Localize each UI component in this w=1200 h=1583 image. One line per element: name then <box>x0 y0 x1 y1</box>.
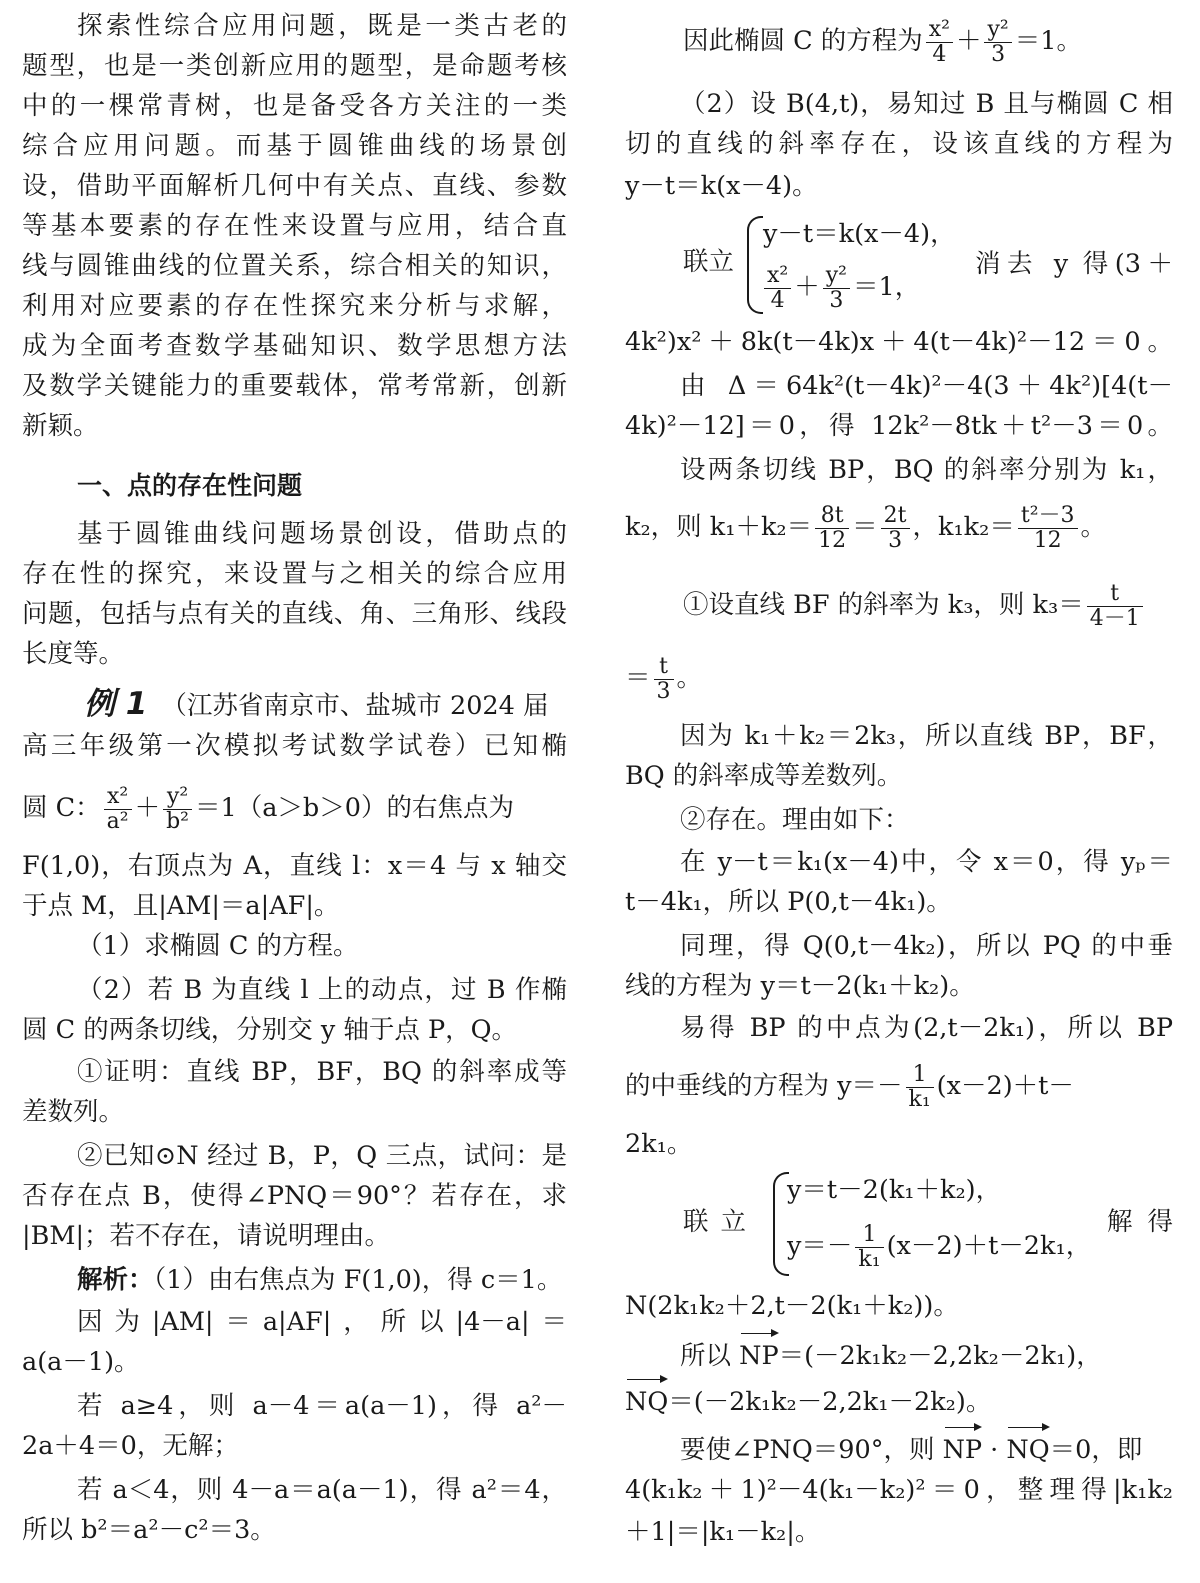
denominator: 12 <box>1033 527 1062 553</box>
problem-line: ①证明：直线 BP，BF，BQ 的斜率成等 <box>77 1057 567 1087</box>
numerator: y² <box>984 18 1011 43</box>
proof-line: 易得 BP 的中点为(2,t－2k₁)，所以 BP <box>680 1013 1173 1043</box>
intro-line: 线与圆锥曲线的位置关系，综合相关的知识， <box>22 251 567 281</box>
dot-product: · <box>990 1435 999 1465</box>
fraction-8t-12 <box>815 504 849 553</box>
vector-nq: NQ <box>625 1376 668 1422</box>
fraction-t2m3-12 <box>1018 504 1078 553</box>
denominator: k₁ <box>908 1086 931 1112</box>
system-row-suffix: (x－2)＋t－2k₁， <box>886 1231 1092 1261</box>
numerator: x² <box>764 264 791 289</box>
numerator: x² <box>926 18 953 43</box>
problem-line: （1）求椭圆 C 的方程。 <box>77 931 359 961</box>
analysis-line <box>22 1260 567 1300</box>
slope-sum-line: k₂，则 k₁＋k₂＝ $\frac{8t}{12}$ ＝ $\frac{2t}{3}$ ，k₁k₂＝ $\frac{\text{t²－3}}{12}$ 。 <box>625 502 1107 553</box>
slope-product-prefix: ，k₁k₂＝ <box>912 512 1015 542</box>
denominator: 3 <box>991 41 1006 67</box>
perp-prefix: 的中垂线的方程为 y＝－ <box>625 1071 903 1101</box>
system-row <box>787 1218 1091 1274</box>
perp-line-2: 2k₁。 <box>625 1129 693 1159</box>
k3-end: 。 <box>676 663 703 693</box>
section-line: 问题，包括与点有关的直线、角、三角形、线段 <box>22 599 567 629</box>
fraction-t-3 <box>654 655 674 704</box>
derive-line: 4k)²－12]＝0，得 12k²－8tk＋t²－3＝0。 <box>625 411 1173 441</box>
derive-line: 4k²)x²＋8k(t－4k)x＋4(t－4k)²－12＝0。 <box>625 327 1173 357</box>
k3-line <box>625 576 1173 634</box>
numerator: 8t <box>815 504 849 529</box>
numerator: 2t <box>881 504 910 529</box>
result-prefix: 因此椭圆 C 的方程为 <box>683 26 923 56</box>
solution-line: 若 a＜4，则 4－a＝a(a－1)，得 a²＝4， <box>77 1475 567 1505</box>
denominator: 3 <box>656 678 671 704</box>
intro-line: 综合应用问题。而基于圆锥曲线的场景创 <box>22 131 567 161</box>
np-vector-line <box>625 1330 1173 1376</box>
numerator: x² <box>104 785 132 810</box>
fraction-x2-a2 <box>104 785 132 834</box>
intro-line: 设，借助平面解析几何中有关点、直线、参数 <box>22 171 567 201</box>
denominator: 12 <box>818 527 847 553</box>
numerator: 1 <box>855 1223 883 1248</box>
fraction-1-k1 <box>855 1223 883 1272</box>
proof-line: t－4k₁，所以 P(0,t－4k₁)。 <box>625 887 952 917</box>
denominator: 4 <box>932 41 947 67</box>
denominator: 3 <box>888 527 903 553</box>
example-label: 例 1 <box>84 686 148 722</box>
system-label: 联立 <box>683 1207 759 1237</box>
system-row: y－t＝k(x－4)， <box>763 219 956 249</box>
system-after: 消去 y 得(3＋ <box>975 249 1173 279</box>
k3-equals: ＝ <box>625 663 651 693</box>
intro-line: 新颖。 <box>22 411 99 441</box>
section-line: 基于圆锥曲线问题场景创设，借助点的 <box>77 519 567 549</box>
intro-line: 探索性综合应用问题，既是一类古老的 <box>77 11 567 41</box>
intro-line: 等基本要素的存在性来设置与应用，结合直 <box>22 211 567 241</box>
fraction-t-4m1 <box>1087 582 1143 631</box>
system-label: 联立 <box>683 247 735 277</box>
system-row-suffix: ＝1， <box>853 272 921 302</box>
vector-np: NP <box>943 1424 982 1470</box>
final-prefix: 要使∠PNQ＝90°，则 <box>680 1435 935 1465</box>
part2-line: y－t＝k(x－4)。 <box>625 171 818 201</box>
vector-nq: NQ <box>1006 1424 1049 1470</box>
intro-line: 成为全面考查数学基础知识、数学思想方法 <box>22 331 567 361</box>
intro-line: 题型，也是一类创新应用的题型，是命题考核 <box>22 51 567 81</box>
denominator: a² <box>106 808 129 834</box>
numerator: y² <box>163 785 192 810</box>
k3-line-2 <box>625 650 1173 706</box>
denominator: 4－1 <box>1089 605 1140 631</box>
np-value: ＝(－2k₁k₂－2,2k₂－2k₁)， <box>778 1341 1102 1371</box>
slope-sum-prefix: k₂，则 k₁＋k₂＝ <box>625 512 813 542</box>
fraction-y2-3 <box>823 264 850 313</box>
problem-line: 否存在点 B，使得∠PNQ＝90°？若存在，求 <box>22 1181 567 1211</box>
proof-line: 因为 k₁＋k₂＝2k₃，所以直线 BP，BF， <box>680 721 1173 751</box>
derive-line: 设两条切线 BP，BQ 的斜率分别为 k₁， <box>680 455 1173 485</box>
system-row-prefix: y＝－ <box>787 1231 853 1261</box>
denominator: b² <box>166 808 189 834</box>
intro-line: 及数学关键能力的重要载体，常考常新，创新 <box>22 371 567 401</box>
n-point-line: N(2k₁k₂＋2,t－2(k₁＋k₂))。 <box>625 1291 959 1321</box>
part2-line: （2）设 B(4,t)，易知过 B 且与椭圆 C 相 <box>680 89 1173 119</box>
derive-line: 由 Δ＝64k²(t－4k)²－4(3＋4k²)[4(t－ <box>680 371 1173 401</box>
intro-line: 中的一棵常青树，也是备受各方关注的一类 <box>22 91 567 121</box>
perp-bisector-line <box>625 1056 1173 1116</box>
denominator: 3 <box>829 287 844 313</box>
proof-line: ②存在。理由如下： <box>680 805 910 835</box>
part2-line: 切的直线的斜率存在，设该直线的方程为 <box>625 129 1173 159</box>
analysis-label: 解析： <box>77 1265 154 1295</box>
problem-line: 差数列。 <box>22 1097 125 1127</box>
problem-line: ②已知⊙N 经过 B，P，Q 三点，试问：是 <box>77 1141 567 1171</box>
problem-line: （2）若 B 为直线 l 上的动点，过 B 作椭 <box>77 975 567 1005</box>
section-line: 存在性的探究，来设置与之相关的综合应用 <box>22 559 567 589</box>
proof-line: 线的方程为 y＝t－2(k₁＋k₂)。 <box>625 971 975 1001</box>
proof-line: BQ 的斜率成等差数列。 <box>625 761 903 791</box>
fraction-y2-b2 <box>163 785 192 834</box>
example-source: （江苏省南京市、盐城市 2024 届 <box>161 691 549 721</box>
solution-line: 若 a≥4，则 a－4＝a(a－1)，得 a²－ <box>77 1391 567 1421</box>
intro-line: 利用对应要素的存在性探究来分析与求解， <box>22 291 567 321</box>
solution-line: a(a－1)。 <box>22 1347 140 1377</box>
result-suffix: ＝1。 <box>1014 26 1082 56</box>
denominator: 4 <box>770 287 785 313</box>
numerator: t²－3 <box>1018 504 1078 529</box>
k3-prefix: ①设直线 BF 的斜率为 k₃，则 k₃＝ <box>683 590 1084 620</box>
ellipse-suffix: ＝1（a＞b＞0）的右焦点为 <box>194 793 514 823</box>
system-row: $\frac{\text{x²}}{4}$ ＋ $\frac{\text{y²}}{3}$ ＝1， <box>761 260 920 314</box>
system-row: y＝t－2(k₁＋k₂)， <box>787 1175 1002 1205</box>
proof-line: 在 y－t＝k₁(x－4)中，令 x＝0，得 yₚ＝ <box>680 847 1173 877</box>
fraction-x2-4 <box>764 264 791 313</box>
section-line: 长度等。 <box>22 639 125 669</box>
nq-vector-line <box>625 1376 1173 1422</box>
final-line: ＋1|＝|k₁－k₂|。 <box>625 1517 821 1547</box>
final-line: 4(k₁k₂＋1)²－4(k₁－k₂)²＝0，整理得|k₁k₂ <box>625 1475 1173 1505</box>
np-prefix: 所以 <box>680 1341 732 1371</box>
example-line: 高三年级第一次模拟考试数学试卷）已知椭 <box>22 731 567 761</box>
problem-line: F(1,0)，右顶点为 A，直线 l：x＝4 与 x 轴交 <box>22 851 567 881</box>
example-header <box>22 684 567 726</box>
system-after: 解得 <box>1107 1207 1173 1237</box>
nq-value: ＝(－2k₁k₂－2,2k₁－2k₂)。 <box>668 1387 992 1417</box>
denominator: k₁ <box>858 1246 881 1272</box>
numerator: 1 <box>906 1063 934 1088</box>
solution-line: 2a＋4＝0，无解； <box>22 1431 239 1461</box>
section-heading: 一、点的存在性问题 <box>77 471 303 500</box>
fraction-2t-3 <box>881 504 910 553</box>
proof-line: 同理，得 Q(0,t－4k₂)，所以 PQ 的中垂 <box>680 931 1173 961</box>
final-condition-line <box>625 1424 1173 1470</box>
fraction-x2-4 <box>926 18 953 67</box>
solution-line: 所以 b²＝a²－c²＝3。 <box>22 1515 276 1545</box>
equation-system-1 <box>625 210 1173 314</box>
numerator: t <box>1087 582 1143 607</box>
slope-sum-end: 。 <box>1080 512 1107 542</box>
numerator: t <box>654 655 674 680</box>
problem-line: 圆 C 的两条切线，分别交 y 轴于点 P，Q。 <box>22 1015 518 1045</box>
final-suffix: ＝0，即 <box>1049 1435 1143 1465</box>
ellipse-equation-line: 圆 C： $\frac{\text{x²}}{\text{a²}}$ ＋ $\frac{\text{y²}}{\text{b²}}$ ＝1（a＞b＞0）的右焦点为 <box>22 783 514 834</box>
ellipse-result-line: 因此椭圆 C 的方程为 $\frac{\text{x²}}{4}$ ＋ $\frac{\text{y²}}{3}$ ＝1。 <box>683 16 1082 67</box>
vector-np: NP <box>739 1330 778 1376</box>
numerator: y² <box>823 264 850 289</box>
problem-line: 于点 M，且|AM|＝a|AF|。 <box>22 891 340 921</box>
problem-line: |BM|；若不存在，请说明理由。 <box>22 1221 391 1251</box>
fraction-1-k1 <box>906 1063 934 1112</box>
analysis-text: （1）由右焦点为 F(1,0)，得 c＝1。 <box>153 1265 563 1295</box>
fraction-y2-3 <box>984 18 1011 67</box>
solution-line: 因为|AM|＝a|AF|，所以|4－a|＝ <box>77 1307 567 1337</box>
perp-suffix: (x－2)＋t－ <box>936 1071 1074 1101</box>
equation-system-2 <box>625 1166 1173 1278</box>
ellipse-prefix: 圆 C： <box>22 793 101 823</box>
